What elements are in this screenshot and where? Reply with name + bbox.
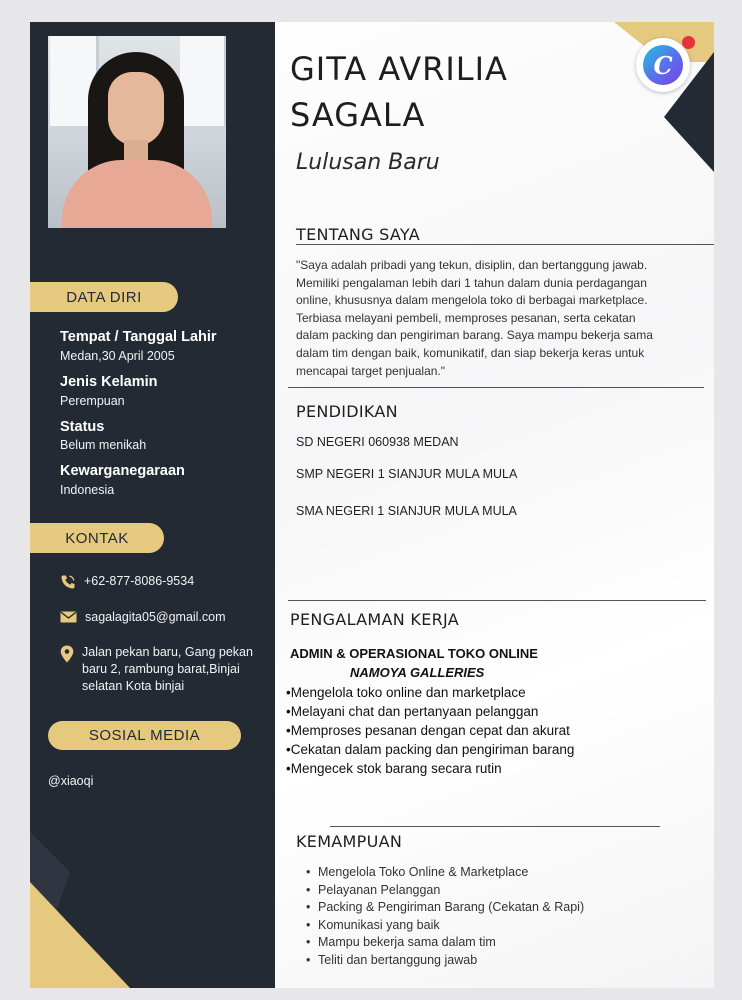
- full-name: [290, 46, 508, 138]
- skill-item: • Packing & Pengiriman Barang (Cekatan & Rapi): [318, 899, 584, 917]
- address-line: Jalan pekan baru, Gang pekan: [82, 645, 253, 659]
- notification-dot: [682, 36, 695, 49]
- name-line-1: GITA AVRILIA: [290, 50, 508, 88]
- sosial-media-heading: SOSIAL MEDIA: [48, 721, 241, 750]
- skills-divider: [330, 826, 660, 827]
- address-row: [60, 644, 253, 695]
- address-line: selatan Kota binjai: [82, 679, 185, 693]
- mail-icon: [60, 610, 77, 624]
- data-diri-heading: DATA DIRI: [30, 282, 178, 312]
- education-item: SMA NEGERI 1 SIANJUR MULA MULA: [296, 504, 517, 518]
- skill-item: • Mengelola Toko Online & Marketplace: [318, 864, 584, 882]
- skill-item: • Teliti dan bertanggung jawab: [318, 952, 584, 970]
- about-line: dalam packing dan pengiriman barang. Saya mampu bekerja sama: [296, 328, 653, 343]
- canva-logo-icon: [636, 38, 690, 92]
- nationality-label: Kewarganegaraan: [60, 463, 185, 479]
- duty-item: • Cekatan dalam packing dan pengiriman barang: [286, 740, 574, 759]
- gender-label: Jenis Kelamin: [60, 374, 158, 390]
- email-address: sagalagita05@gmail.com: [85, 610, 226, 624]
- phone-row: [60, 573, 194, 590]
- about-line: mencapai target penjualan.": [296, 363, 446, 378]
- location-pin-icon: [60, 645, 74, 663]
- about-divider: [296, 244, 714, 245]
- kontak-heading: KONTAK: [30, 523, 164, 553]
- about-line: Memiliki pengalaman lebih dari 1 tahun dalam dunia perdagangan: [296, 275, 647, 290]
- skills-list: [318, 864, 584, 970]
- skill-item: • Komunikasi yang baik: [318, 917, 584, 935]
- logo-glyph: C: [643, 45, 683, 85]
- birth-value: Medan,30 April 2005: [60, 349, 175, 363]
- duty-item: • Mengecek stok barang secara rutin: [286, 759, 574, 778]
- sidebar: [30, 22, 275, 988]
- address-line: baru 2, rambung barat,Binjai: [82, 662, 240, 676]
- phone-icon: [60, 574, 76, 590]
- experience-heading: PENGALAMAN KERJA: [290, 610, 460, 629]
- duty-item: • Memproses pesanan dengan cepat dan akurat: [286, 721, 574, 740]
- duty-item: • Mengelola toko online dan marketplace: [286, 683, 574, 702]
- status-label: Status: [60, 419, 105, 435]
- experience-divider: [288, 600, 706, 601]
- job-position: ADMIN & OPERASIONAL TOKO ONLINE: [290, 646, 538, 661]
- nationality-value: Indonesia: [60, 483, 115, 497]
- about-line: "Saya adalah pribadi yang tekun, disiplin, dan bertanggung jawab.: [296, 258, 648, 272]
- about-text: [296, 257, 706, 380]
- social-handle: @xiaoqi: [48, 774, 94, 788]
- education-item: SMP NEGERI 1 SIANJUR MULA MULA: [296, 467, 518, 481]
- about-line: online, khususnya dalam mengelola toko di berbagai marketplace.: [296, 293, 648, 308]
- duty-item: • Melayani chat dan pertanyaan pelanggan: [286, 702, 574, 721]
- about-line: Terbiasa melayani pembeli, memproses pesanan, serta cekatan: [296, 310, 636, 325]
- skill-item: • Pelayanan Pelanggan: [318, 882, 584, 900]
- duty-list: [286, 683, 574, 778]
- phone-number: +62-877-8086-9534: [84, 574, 195, 588]
- about-line: dalam tim dengan baik, komunikatif, dan siap bekerja keras untuk: [296, 345, 645, 360]
- cv-page: [30, 22, 714, 988]
- name-line-2: SAGALA: [290, 96, 426, 134]
- education-heading: PENDIDIKAN: [296, 402, 398, 421]
- job-company: NAMOYA GALLERIES: [350, 665, 485, 680]
- job-role: Lulusan Baru: [296, 150, 440, 175]
- skills-heading: KEMAMPUAN: [296, 832, 403, 851]
- status-value: Belum menikah: [60, 438, 147, 452]
- profile-photo: [48, 36, 226, 228]
- gender-value: Perempuan: [60, 394, 125, 408]
- about-heading: TENTANG SAYA: [296, 225, 421, 244]
- birth-label: Tempat / Tanggal Lahir: [60, 329, 217, 345]
- about-bottom-divider: [288, 387, 704, 388]
- education-item: SD NEGERI 060938 MEDAN: [296, 435, 459, 449]
- skill-item: • Mampu bekerja sama dalam tim: [318, 934, 584, 952]
- address-text: [82, 644, 253, 695]
- email-row: [60, 609, 226, 626]
